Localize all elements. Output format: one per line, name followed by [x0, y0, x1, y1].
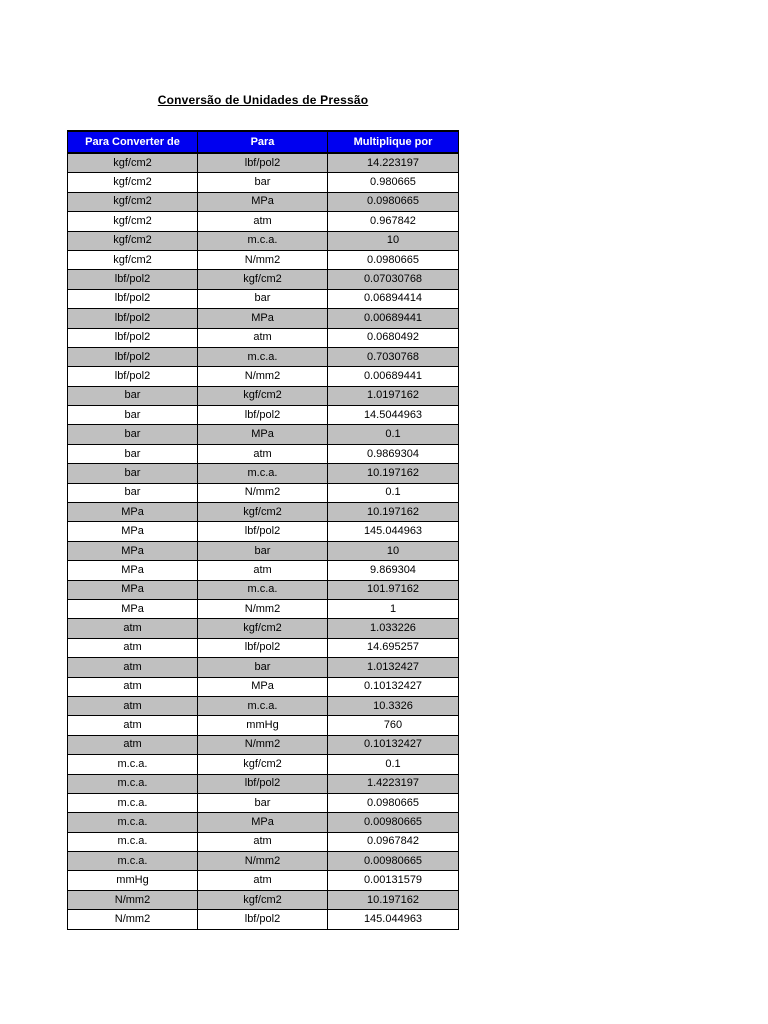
cell-multiplier: 145.044963 — [328, 522, 459, 541]
cell-multiplier: 10 — [328, 231, 459, 250]
cell-multiplier: 0.980665 — [328, 173, 459, 192]
table-row — [68, 580, 459, 599]
cell-to-unit: atm — [198, 832, 328, 851]
cell-from-unit: m.c.a. — [68, 852, 198, 871]
cell-from-unit: kgf/cm2 — [68, 153, 198, 173]
cell-from-unit: m.c.a. — [68, 774, 198, 793]
cell-to-unit: MPa — [198, 425, 328, 444]
cell-to-unit: N/mm2 — [198, 735, 328, 754]
table-header-row — [68, 131, 459, 153]
cell-multiplier: 0.10132427 — [328, 677, 459, 696]
cell-to-unit: N/mm2 — [198, 367, 328, 386]
cell-to-unit: atm — [198, 871, 328, 890]
cell-to-unit: N/mm2 — [198, 599, 328, 618]
cell-from-unit: MPa — [68, 522, 198, 541]
cell-from-unit: MPa — [68, 503, 198, 522]
cell-from-unit: lbf/pol2 — [68, 289, 198, 308]
cell-multiplier: 0.1 — [328, 425, 459, 444]
cell-from-unit: m.c.a. — [68, 755, 198, 774]
cell-multiplier: 14.5044963 — [328, 406, 459, 425]
cell-from-unit: N/mm2 — [68, 890, 198, 909]
table-row — [68, 871, 459, 890]
cell-from-unit: kgf/cm2 — [68, 173, 198, 192]
cell-from-unit: atm — [68, 696, 198, 715]
cell-from-unit: bar — [68, 483, 198, 502]
cell-to-unit: bar — [198, 658, 328, 677]
cell-from-unit: mmHg — [68, 871, 198, 890]
cell-to-unit: N/mm2 — [198, 483, 328, 502]
table-row — [68, 852, 459, 871]
cell-to-unit: lbf/pol2 — [198, 153, 328, 173]
cell-multiplier: 0.7030768 — [328, 347, 459, 366]
table-row — [68, 658, 459, 677]
table-row — [68, 309, 459, 328]
table-row — [68, 561, 459, 580]
cell-multiplier: 14.695257 — [328, 638, 459, 657]
cell-multiplier: 0.10132427 — [328, 735, 459, 754]
table-row — [68, 173, 459, 192]
conversion-table — [67, 130, 459, 930]
cell-multiplier: 10.3326 — [328, 696, 459, 715]
cell-to-unit: lbf/pol2 — [198, 406, 328, 425]
cell-multiplier: 0.9869304 — [328, 444, 459, 463]
cell-to-unit: N/mm2 — [198, 852, 328, 871]
table-row — [68, 755, 459, 774]
cell-multiplier: 0.00980665 — [328, 852, 459, 871]
cell-from-unit: atm — [68, 716, 198, 735]
table-row — [68, 328, 459, 347]
cell-to-unit: bar — [198, 541, 328, 560]
cell-from-unit: atm — [68, 677, 198, 696]
cell-to-unit: lbf/pol2 — [198, 774, 328, 793]
cell-to-unit: lbf/pol2 — [198, 522, 328, 541]
cell-to-unit: atm — [198, 444, 328, 463]
column-header-from: Para Converter de — [68, 131, 198, 153]
cell-multiplier: 10.197162 — [328, 503, 459, 522]
table-row — [68, 425, 459, 444]
cell-multiplier: 0.00689441 — [328, 309, 459, 328]
cell-to-unit: m.c.a. — [198, 464, 328, 483]
cell-multiplier: 0.07030768 — [328, 270, 459, 289]
cell-to-unit: kgf/cm2 — [198, 270, 328, 289]
cell-from-unit: kgf/cm2 — [68, 250, 198, 269]
table-row — [68, 522, 459, 541]
table-row — [68, 270, 459, 289]
table-row — [68, 793, 459, 812]
cell-multiplier: 1.0197162 — [328, 386, 459, 405]
cell-to-unit: MPa — [198, 309, 328, 328]
cell-from-unit: lbf/pol2 — [68, 328, 198, 347]
cell-from-unit: m.c.a. — [68, 813, 198, 832]
table-row — [68, 813, 459, 832]
table-row — [68, 832, 459, 851]
cell-multiplier: 760 — [328, 716, 459, 735]
table-row — [68, 231, 459, 250]
cell-from-unit: bar — [68, 425, 198, 444]
cell-from-unit: kgf/cm2 — [68, 192, 198, 211]
cell-to-unit: MPa — [198, 813, 328, 832]
cell-multiplier: 1.033226 — [328, 619, 459, 638]
cell-to-unit: bar — [198, 173, 328, 192]
cell-multiplier: 0.967842 — [328, 212, 459, 231]
column-header-to: Para — [198, 131, 328, 153]
table-row — [68, 406, 459, 425]
cell-to-unit: MPa — [198, 192, 328, 211]
table-row — [68, 444, 459, 463]
table-row — [68, 599, 459, 618]
table-row — [68, 483, 459, 502]
cell-to-unit: bar — [198, 289, 328, 308]
cell-from-unit: m.c.a. — [68, 793, 198, 812]
cell-from-unit: lbf/pol2 — [68, 367, 198, 386]
cell-from-unit: kgf/cm2 — [68, 212, 198, 231]
cell-multiplier: 0.1 — [328, 483, 459, 502]
cell-from-unit: lbf/pol2 — [68, 347, 198, 366]
cell-to-unit: atm — [198, 212, 328, 231]
table-row — [68, 774, 459, 793]
cell-multiplier: 1.4223197 — [328, 774, 459, 793]
table-row — [68, 289, 459, 308]
table-row — [68, 367, 459, 386]
cell-from-unit: bar — [68, 406, 198, 425]
table-row — [68, 503, 459, 522]
cell-to-unit: N/mm2 — [198, 250, 328, 269]
cell-multiplier: 0.1 — [328, 755, 459, 774]
cell-multiplier: 0.00131579 — [328, 871, 459, 890]
table-row — [68, 716, 459, 735]
table-row — [68, 347, 459, 366]
column-header-multiplier: Multiplique por — [328, 131, 459, 153]
cell-to-unit: kgf/cm2 — [198, 503, 328, 522]
cell-from-unit: atm — [68, 658, 198, 677]
cell-from-unit: bar — [68, 464, 198, 483]
table-row — [68, 677, 459, 696]
cell-multiplier: 1 — [328, 599, 459, 618]
cell-to-unit: lbf/pol2 — [198, 910, 328, 929]
table-row — [68, 890, 459, 909]
cell-multiplier: 0.06894414 — [328, 289, 459, 308]
cell-to-unit: atm — [198, 328, 328, 347]
table-row — [68, 696, 459, 715]
cell-multiplier: 0.0680492 — [328, 328, 459, 347]
cell-from-unit: atm — [68, 735, 198, 754]
cell-multiplier: 0.0980665 — [328, 192, 459, 211]
table-row — [68, 192, 459, 211]
table-row — [68, 541, 459, 560]
cell-multiplier: 9.869304 — [328, 561, 459, 580]
table-row — [68, 619, 459, 638]
table-body — [68, 153, 459, 929]
cell-to-unit: atm — [198, 561, 328, 580]
cell-from-unit: N/mm2 — [68, 910, 198, 929]
table-row — [68, 638, 459, 657]
cell-from-unit: lbf/pol2 — [68, 270, 198, 289]
cell-multiplier: 0.00689441 — [328, 367, 459, 386]
cell-from-unit: atm — [68, 619, 198, 638]
cell-multiplier: 0.00980665 — [328, 813, 459, 832]
cell-multiplier: 1.0132427 — [328, 658, 459, 677]
cell-from-unit: bar — [68, 386, 198, 405]
table-row — [68, 910, 459, 929]
cell-from-unit: MPa — [68, 561, 198, 580]
cell-to-unit: bar — [198, 793, 328, 812]
cell-multiplier: 101.97162 — [328, 580, 459, 599]
cell-multiplier: 10.197162 — [328, 464, 459, 483]
cell-to-unit: m.c.a. — [198, 580, 328, 599]
cell-from-unit: MPa — [68, 580, 198, 599]
cell-to-unit: m.c.a. — [198, 231, 328, 250]
cell-multiplier: 0.0980665 — [328, 250, 459, 269]
cell-to-unit: m.c.a. — [198, 347, 328, 366]
table-row — [68, 735, 459, 754]
page-title: Conversão de Unidades de Pressão — [157, 93, 369, 107]
cell-to-unit: lbf/pol2 — [198, 638, 328, 657]
table-row — [68, 464, 459, 483]
cell-multiplier: 145.044963 — [328, 910, 459, 929]
cell-to-unit: MPa — [198, 677, 328, 696]
cell-from-unit: MPa — [68, 541, 198, 560]
cell-to-unit: kgf/cm2 — [198, 890, 328, 909]
cell-to-unit: mmHg — [198, 716, 328, 735]
cell-to-unit: kgf/cm2 — [198, 755, 328, 774]
cell-from-unit: m.c.a. — [68, 832, 198, 851]
table-row — [68, 386, 459, 405]
cell-multiplier: 0.0967842 — [328, 832, 459, 851]
cell-from-unit: MPa — [68, 599, 198, 618]
cell-to-unit: m.c.a. — [198, 696, 328, 715]
cell-to-unit: kgf/cm2 — [198, 619, 328, 638]
cell-multiplier: 14.223197 — [328, 153, 459, 173]
cell-multiplier: 10.197162 — [328, 890, 459, 909]
cell-to-unit: kgf/cm2 — [198, 386, 328, 405]
table-row — [68, 153, 459, 173]
table-row — [68, 250, 459, 269]
cell-from-unit: atm — [68, 638, 198, 657]
cell-multiplier: 0.0980665 — [328, 793, 459, 812]
table-row — [68, 212, 459, 231]
cell-from-unit: kgf/cm2 — [68, 231, 198, 250]
cell-multiplier: 10 — [328, 541, 459, 560]
cell-from-unit: bar — [68, 444, 198, 463]
cell-from-unit: lbf/pol2 — [68, 309, 198, 328]
